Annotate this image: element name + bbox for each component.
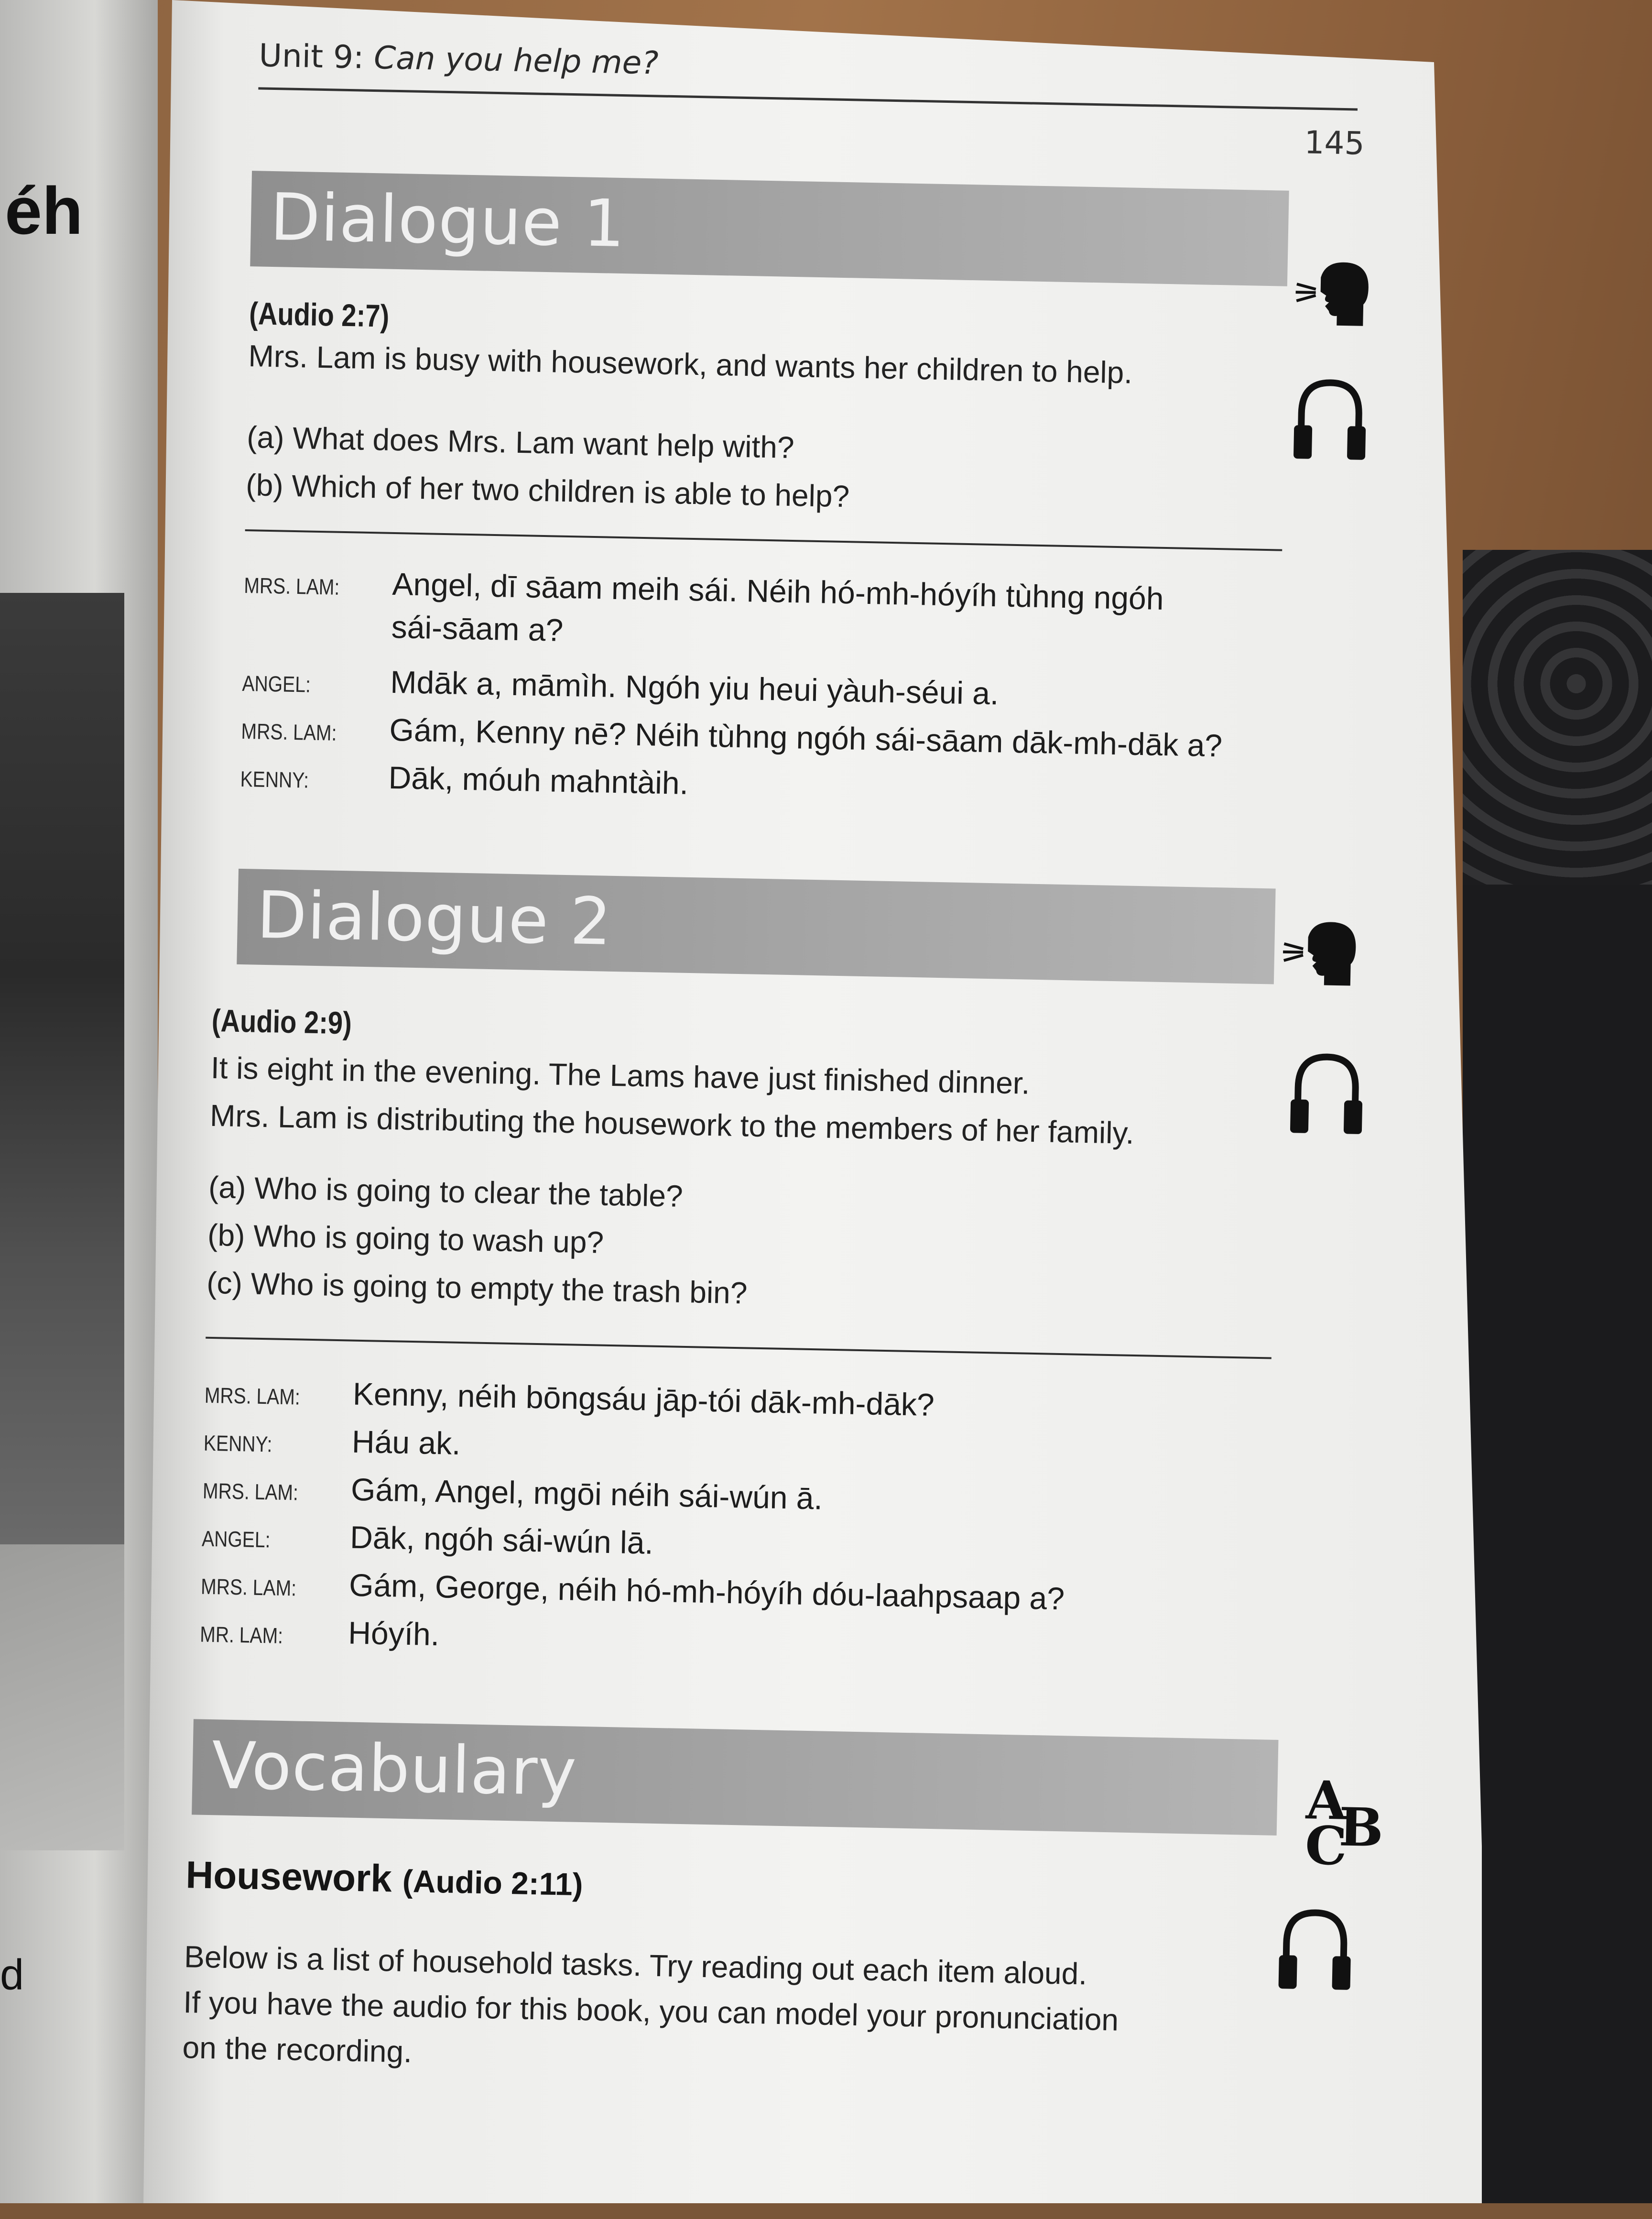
question-label: (c) — [206, 1265, 243, 1301]
dialogue-1-question-a — [247, 419, 795, 465]
question-text: Who is going to clear the table? — [254, 1170, 684, 1213]
left-page-fragment-bottom: d — [0, 1951, 24, 1999]
speaker-label: KENNY: — [203, 1430, 272, 1457]
speaker-label: MRS. LAM: — [202, 1478, 299, 1505]
speaker-label: MR. LAM: — [199, 1621, 283, 1648]
question-text: What does Mrs. Lam want help with? — [292, 420, 795, 465]
question-label: (b) — [245, 468, 284, 503]
dialogue-1-rule — [245, 529, 1282, 551]
dialogue-2-question-c — [206, 1265, 748, 1311]
unit-label: Unit 9: — [258, 37, 364, 76]
dialogue-line: Angel, dī sāam meih sái. Néih hó-mh-hóyíh tùhng ngóh — [391, 566, 1164, 616]
speaker-label: KENNY: — [240, 766, 309, 793]
housework-title: Housework — [185, 1853, 392, 1900]
unit-title: Can you help me? — [373, 39, 659, 82]
speaker-label: MRS. LAM: — [200, 1574, 297, 1601]
dialogue-line: Hóyíh. — [348, 1615, 440, 1652]
dialogue-line: Gám, Angel, mgōi néih sái-wún ā. — [350, 1471, 823, 1516]
dialogue-line-continued: sái-sāam a? — [391, 609, 564, 648]
dialogue-line: Kenny, néih bōngsáu jāp-tói dāk-mh-dāk? — [352, 1376, 935, 1422]
dialogue-2-question-b — [207, 1217, 604, 1260]
dialogue-2-intro-2: Mrs. Lam is distributing the housework to the members of her family. — [209, 1098, 1135, 1150]
dialogue-line: Háu ak. — [351, 1423, 461, 1461]
abc-letter-a: A — [1305, 1769, 1348, 1832]
dialogue-2-rule — [206, 1337, 1272, 1359]
dialogue-2-intro-1: It is eight in the evening. The Lams have just finished dinner. — [210, 1050, 1031, 1101]
question-text: Who is going to empty the trash bin? — [250, 1266, 748, 1311]
housework-audio-ref: (Audio 2:11) — [402, 1863, 584, 1902]
dialogue-1-question-b — [246, 467, 850, 514]
speaking-head-icon — [1291, 258, 1374, 331]
dialogue-line: Mdāk a, māmìh. Ngóh yiu heui yàuh-séui a. — [390, 664, 1000, 711]
dialogue-2-title: Dialogue 2 — [256, 877, 613, 960]
abc-letter-b: B — [1338, 1796, 1384, 1859]
question-label: (a) — [246, 420, 285, 455]
headphones-icon — [1289, 372, 1372, 465]
abc-letter-c: C — [1304, 1815, 1348, 1877]
speaking-head-icon — [1279, 918, 1361, 991]
vocabulary-banner — [192, 1719, 1278, 1836]
dialogue-1-intro: Mrs. Lam is busy with housework, and wants her children to help. — [248, 339, 1133, 390]
speaker-label: MRS. LAM: — [243, 572, 340, 600]
dialogue-1-audio-ref: (Audio 2:7) — [249, 295, 390, 334]
header-rule — [258, 87, 1358, 110]
vocabulary-paragraph-line-2: If you have the audio for this book, you can model your pronunciation — [183, 1985, 1119, 2037]
vocabulary-paragraph-line-1: Below is a list of household tasks. Try reading out each item aloud. — [184, 1939, 1087, 1991]
speaker-label: ANGEL: — [201, 1526, 271, 1552]
dialogue-2-banner — [237, 869, 1275, 984]
dialogue-line: Gám, George, néih hó-mh-hóyíh dóu-laahpsaap a? — [348, 1567, 1065, 1617]
dialogue-1-title: Dialogue 1 — [269, 179, 626, 262]
speaker-label: ANGEL: — [242, 670, 311, 697]
left-page-fragment-top: éh — [5, 173, 83, 248]
speaker-label: MRS. LAM: — [241, 718, 337, 745]
abc-letters-icon — [1295, 1769, 1393, 1886]
dialogue-1-banner — [250, 171, 1289, 286]
speaker-label: MRS. LAM: — [204, 1382, 301, 1410]
vocabulary-paragraph-line-3: on the recording. — [182, 2030, 413, 2069]
dialogue-2-audio-ref: (Audio 2:9) — [211, 1002, 352, 1041]
dialogue-line: Dāk, móuh mahntàih. — [388, 759, 689, 801]
dialogue-2-question-a — [208, 1170, 684, 1214]
dialogue-line: Dāk, ngóh sái-wún lā. — [349, 1519, 654, 1561]
dialogue-line: Gám, Kenny nē? Néih tùhng ngóh sái-sāam dāk-mh-dāk a? — [389, 711, 1223, 764]
headphones-icon — [1273, 1902, 1357, 1995]
running-head — [259, 37, 659, 81]
page-number: 145 — [1304, 124, 1365, 162]
question-text: Who is going to wash up? — [253, 1218, 604, 1260]
vocabulary-title: Vocabulary — [211, 1728, 578, 1811]
question-text: Which of her two children is able to help? — [291, 468, 850, 514]
headphones-icon — [1285, 1047, 1369, 1139]
question-label: (a) — [208, 1170, 247, 1205]
housework-heading — [185, 1853, 584, 1904]
question-label: (b) — [207, 1217, 246, 1253]
